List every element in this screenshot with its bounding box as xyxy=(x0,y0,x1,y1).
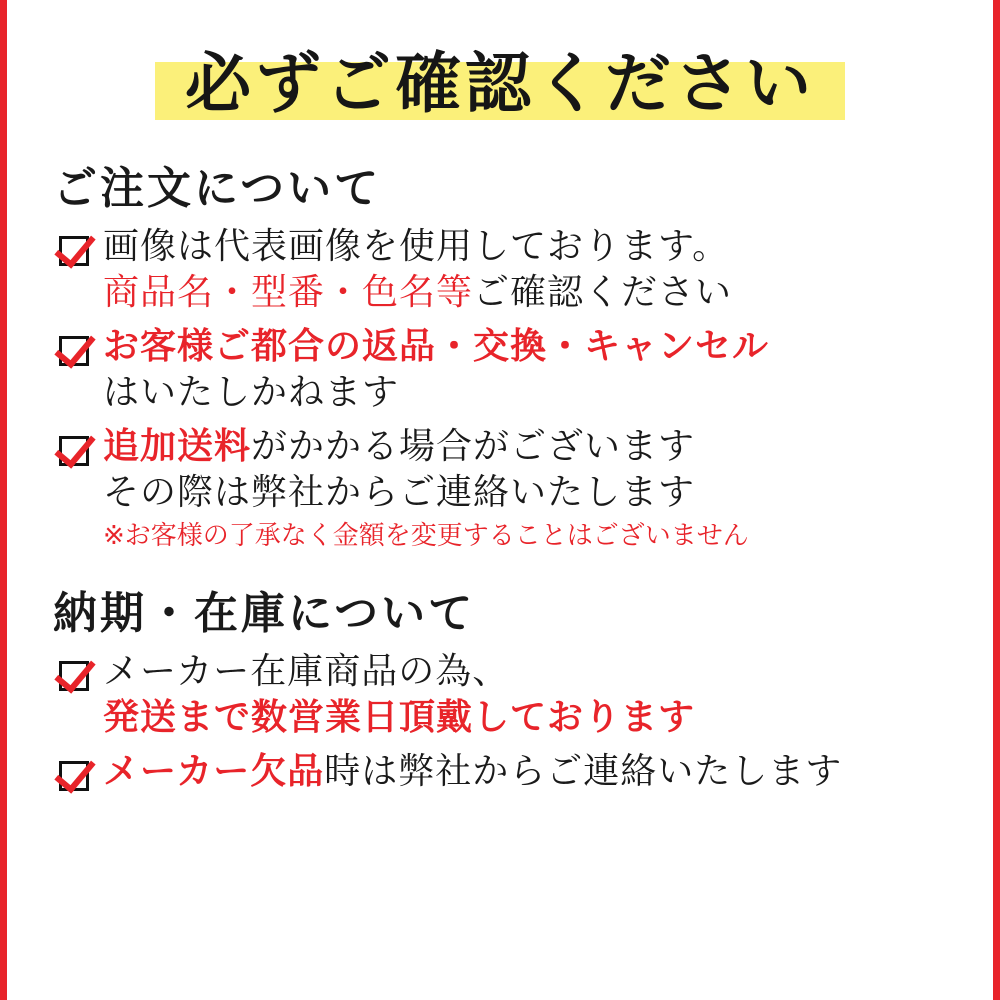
item-line-red: メーカー欠品 xyxy=(103,751,325,793)
list-item xyxy=(57,324,955,416)
checkbox-checked-icon xyxy=(57,755,97,795)
checkbox-checked-icon xyxy=(57,330,97,370)
list-item-text xyxy=(103,324,955,416)
title-banner xyxy=(45,30,955,140)
item-line-red: 追加送料 xyxy=(103,426,252,468)
section-heading-delivery: 納期・在庫について xyxy=(53,587,476,639)
list-item xyxy=(57,649,955,741)
list-item-text xyxy=(103,649,955,741)
list-item xyxy=(57,749,955,795)
checkbox-checked-icon xyxy=(57,430,97,470)
item-line: メーカー在庫商品の為、 xyxy=(103,650,510,692)
item-line: 発送まで数営業日頂戴しております xyxy=(103,696,696,738)
item-note: ※お客様の了承なく金額を変更することはございません xyxy=(103,521,749,552)
item-line-black: がかかる場合がございます xyxy=(251,426,696,468)
item-line: お客様ご都合の返品・交換・キャンセル xyxy=(103,326,770,368)
list-item xyxy=(57,424,955,555)
section-heading-order: ご注文について xyxy=(53,163,382,214)
item-line-red: 商品名・型番・色名等 xyxy=(103,272,474,314)
list-item-text xyxy=(103,424,955,555)
list-item xyxy=(57,224,955,316)
checkbox-checked-icon xyxy=(57,655,97,695)
list-item-text xyxy=(103,749,955,795)
page-title: 必ずご確認ください xyxy=(185,45,815,122)
page-inner xyxy=(7,0,993,1000)
item-line-black: 時は弊社からご連絡いたします xyxy=(324,751,843,793)
list-item-text xyxy=(103,224,955,316)
checkbox-checked-icon xyxy=(57,230,97,270)
item-line: 画像は代表画像を使用しております。 xyxy=(103,226,730,267)
item-line-black: ご確認ください xyxy=(473,272,733,314)
item-line xyxy=(103,270,955,316)
item-line: はいたしかねます xyxy=(103,372,400,414)
item-line: その際は弊社からご連絡いたします xyxy=(103,472,696,514)
item-line xyxy=(103,749,955,795)
item-line xyxy=(103,424,955,470)
